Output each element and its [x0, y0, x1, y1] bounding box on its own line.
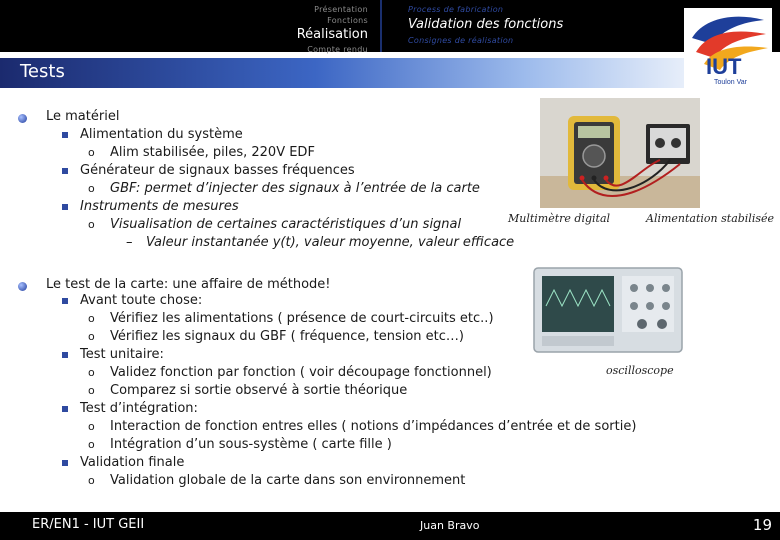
oscilloscope-photo	[522, 262, 690, 358]
circle-bullet-icon: o	[88, 438, 95, 451]
section2-subitem: Comparez si sortie observé à sortie théorique	[110, 383, 408, 398]
section2-subitem: Vérifiez les alimentations ( présence de court-circuits etc..)	[110, 311, 494, 326]
square-bullet-icon	[62, 132, 68, 138]
nav-item-process[interactable]: Process de fabrication	[408, 5, 504, 14]
square-bullet-icon	[62, 352, 68, 358]
section2-subitem: Interaction de fonction entres elles ( notions d’impédances d’entrée et de sortie)	[110, 419, 637, 434]
circle-bullet-icon: o	[88, 474, 95, 487]
circle-bullet-icon: o	[88, 182, 95, 195]
section1-dash-item: Valeur instantanée y(t), valeur moyenne, valeur efficace	[146, 235, 515, 250]
circle-bullet-icon: o	[88, 312, 95, 325]
circle-bullet-icon: o	[88, 146, 95, 159]
nav-item-realisation[interactable]: Réalisation	[296, 27, 368, 42]
section2-subitem: Validation globale de la carte dans son environnement	[110, 473, 466, 488]
nav-item-fonctions[interactable]: Fonctions	[327, 16, 368, 25]
section1-heading: Le matériel	[46, 109, 120, 124]
section1-subitem: GBF: permet d’injecter des signaux à l’entrée de la carte	[110, 181, 480, 196]
square-bullet-icon	[62, 406, 68, 412]
section1-subitem: Visualisation de certaines caractéristiques d’un signal	[110, 217, 462, 232]
footer-course: ER/EN1 - IUT GEII	[32, 517, 145, 532]
circle-bullet-icon: o	[88, 384, 95, 397]
logo-subtext: Toulon Var	[714, 79, 747, 86]
nav-item-validation[interactable]: Validation des fonctions	[408, 17, 564, 32]
section2-item-label: Test unitaire:	[80, 347, 164, 362]
bullet-icon	[18, 114, 27, 123]
caption-oscilloscope: oscilloscope	[606, 364, 674, 377]
logo-text: IUT	[706, 54, 742, 79]
square-bullet-icon	[62, 298, 68, 304]
section1-item-label: Alimentation du système	[80, 127, 243, 142]
circle-bullet-icon: o	[88, 366, 95, 379]
section1-item-label: Instruments de mesures	[80, 199, 239, 214]
section2-subitem: Validez fonction par fonction ( voir découpage fonctionnel)	[110, 365, 492, 380]
multimeter-power-supply-photo	[540, 98, 700, 208]
section2-subitem: Vérifiez les signaux du GBF ( fréquence, tension etc…)	[110, 329, 464, 344]
section2-item-label: Validation finale	[80, 455, 185, 470]
section1-item-label: Générateur de signaux basses fréquences	[80, 163, 355, 178]
bullet-icon	[18, 282, 27, 291]
circle-bullet-icon: o	[88, 218, 95, 231]
circle-bullet-icon: o	[88, 420, 95, 433]
circle-bullet-icon: o	[88, 330, 95, 343]
nav-item-presentation[interactable]: Présentation	[314, 5, 368, 14]
section2-heading: Le test de la carte: une affaire de méthode!	[46, 277, 331, 292]
caption-power-supply: Alimentation stabilisée	[646, 212, 775, 225]
section2-item-label: Avant toute chose:	[80, 293, 203, 308]
section2-item-label: Test d’intégration:	[80, 401, 198, 416]
footer-author: Juan Bravo	[420, 519, 480, 532]
nav-item-compte-rendu[interactable]: Compte rendu	[307, 45, 368, 54]
dash-bullet-icon: –	[126, 235, 133, 250]
square-bullet-icon	[62, 460, 68, 466]
section2-subitem: Intégration d’un sous-système ( carte fille )	[110, 437, 392, 452]
caption-multimeter: Multimètre digital	[508, 212, 611, 225]
nav-item-consignes[interactable]: Consignes de réalisation	[408, 36, 514, 45]
section1-subitem: Alim stabilisée, piles, 220V EDF	[110, 145, 315, 160]
page-number: 19	[752, 516, 772, 534]
slide-title: Tests	[20, 61, 65, 82]
footer-bar	[0, 512, 780, 540]
square-bullet-icon	[62, 204, 68, 210]
square-bullet-icon	[62, 168, 68, 174]
